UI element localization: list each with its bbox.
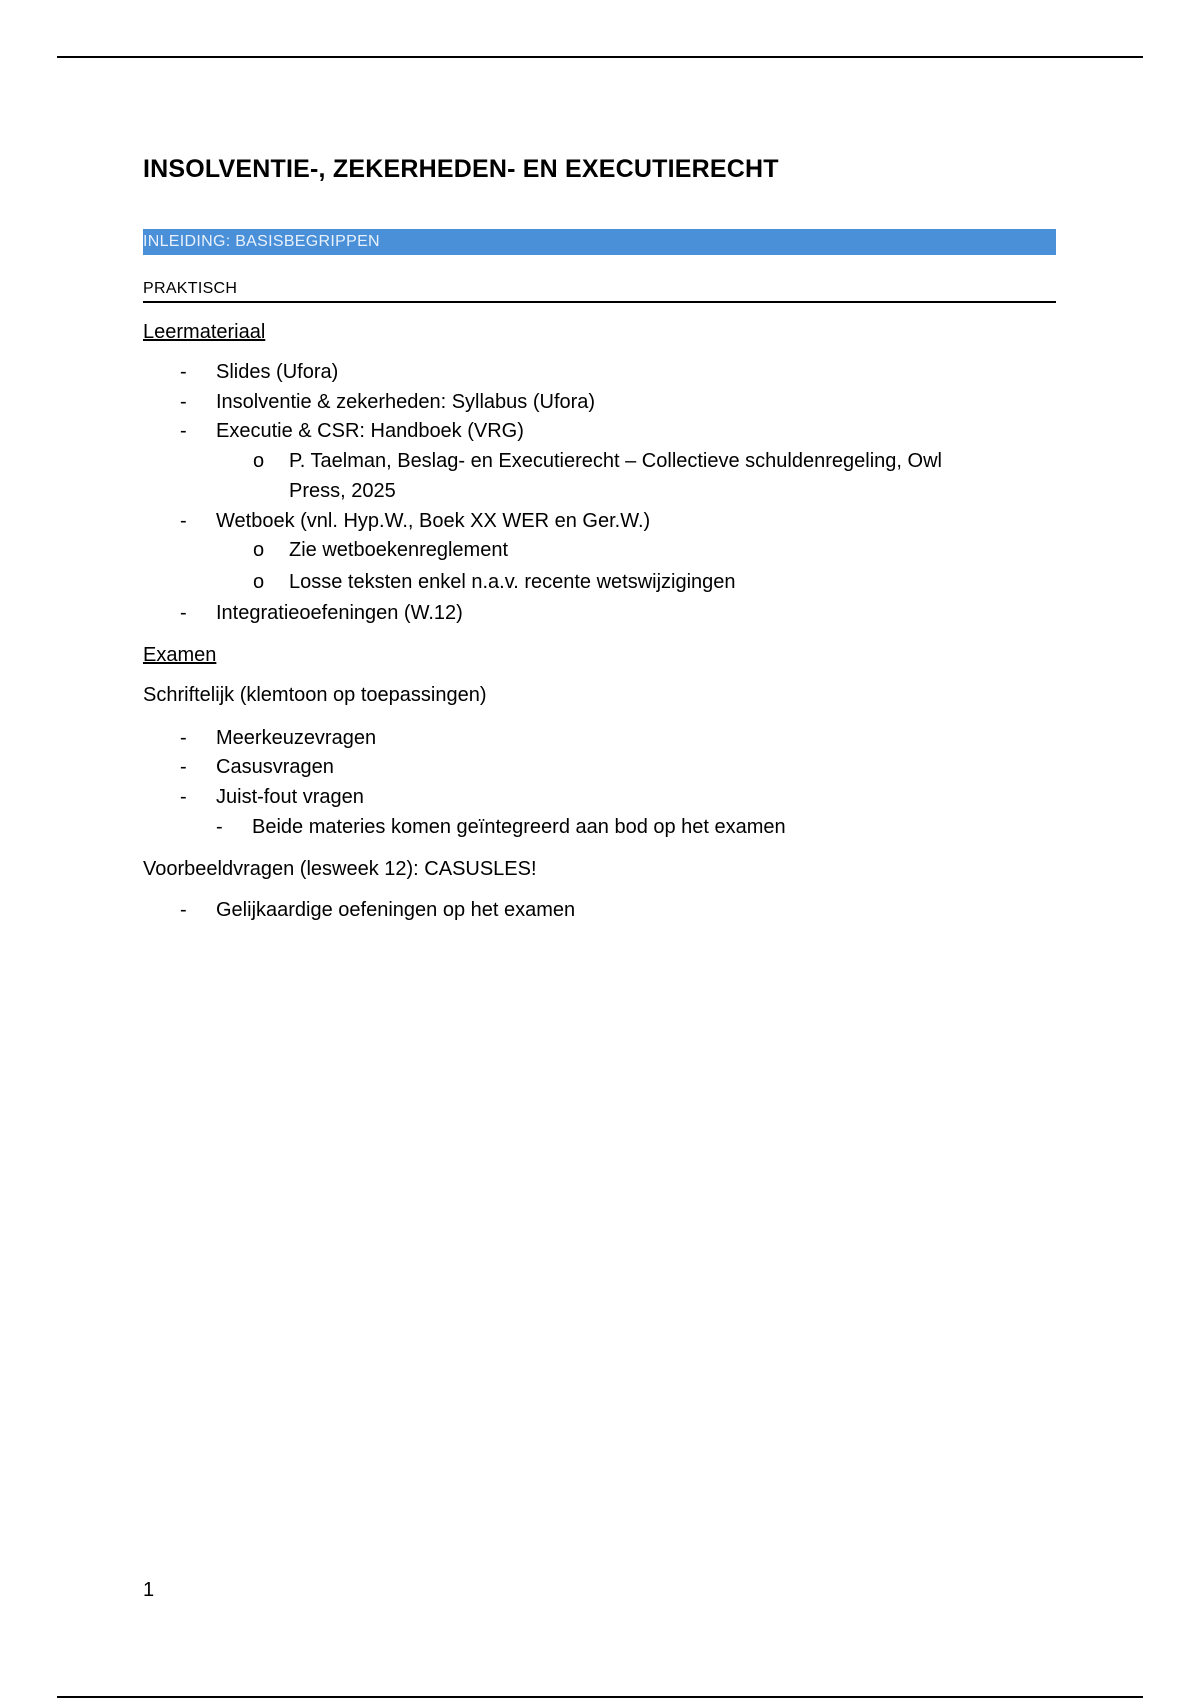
- list-item: Slides (Ufora): [216, 361, 339, 383]
- section-heading: INLEIDING: BASISBEGRIPPEN: [143, 229, 1056, 255]
- list-bullet: -: [180, 510, 187, 532]
- page-number: 1: [143, 1579, 155, 1601]
- list-item: Meerkeuzevragen: [216, 727, 377, 749]
- examen-heading: Examen: [143, 644, 217, 666]
- sublist-item: Losse teksten enkel n.a.v. recente wetswijzigingen: [289, 571, 736, 593]
- sublist-item: Zie wetboekenreglement: [289, 539, 509, 561]
- sublist-item-continuation: Press, 2025: [289, 480, 396, 502]
- footer-rule: [57, 1696, 1143, 1698]
- sublist-item: P. Taelman, Beslag- en Executierecht – Collectieve schuldenregeling, Owl: [289, 450, 942, 472]
- subsection-heading: PRAKTISCH: [143, 278, 1056, 303]
- list-bullet: -: [180, 361, 187, 383]
- voorbeeldvragen-line: Voorbeeldvragen (lesweek 12): CASUSLES!: [143, 858, 537, 880]
- list-bullet: -: [180, 899, 187, 921]
- sublist-bullet: o: [253, 539, 265, 561]
- list-item: Integratieoefeningen (W.12): [216, 602, 463, 624]
- document-title: INSOLVENTIE-, ZEKERHEDEN- EN EXECUTIERECHT: [143, 155, 779, 183]
- list-item: Executie & CSR: Handboek (VRG): [216, 420, 524, 442]
- list-item: Juist-fout vragen: [216, 786, 364, 808]
- list-item: Insolventie & zekerheden: Syllabus (Ufora): [216, 391, 596, 413]
- examen-intro: Schriftelijk (klemtoon op toepassingen): [143, 684, 487, 706]
- sublist-bullet: o: [253, 450, 265, 472]
- sublist-bullet: -: [216, 816, 223, 838]
- list-item: Wetboek (vnl. Hyp.W., Boek XX WER en Ger.W.): [216, 510, 651, 532]
- leermateriaal-heading: Leermateriaal: [143, 321, 266, 343]
- list-bullet: -: [180, 727, 187, 749]
- sublist-bullet: o: [253, 571, 265, 593]
- list-item: Gelijkaardige oefeningen op het examen: [216, 899, 576, 921]
- sublist-item: Beide materies komen geïntegreerd aan bod op het examen: [252, 816, 786, 838]
- list-bullet: -: [180, 602, 187, 624]
- list-bullet: -: [180, 391, 187, 413]
- list-bullet: -: [180, 756, 187, 778]
- list-bullet: -: [180, 786, 187, 808]
- header-rule: [57, 56, 1143, 58]
- list-item: Casusvragen: [216, 756, 334, 778]
- list-bullet: -: [180, 420, 187, 442]
